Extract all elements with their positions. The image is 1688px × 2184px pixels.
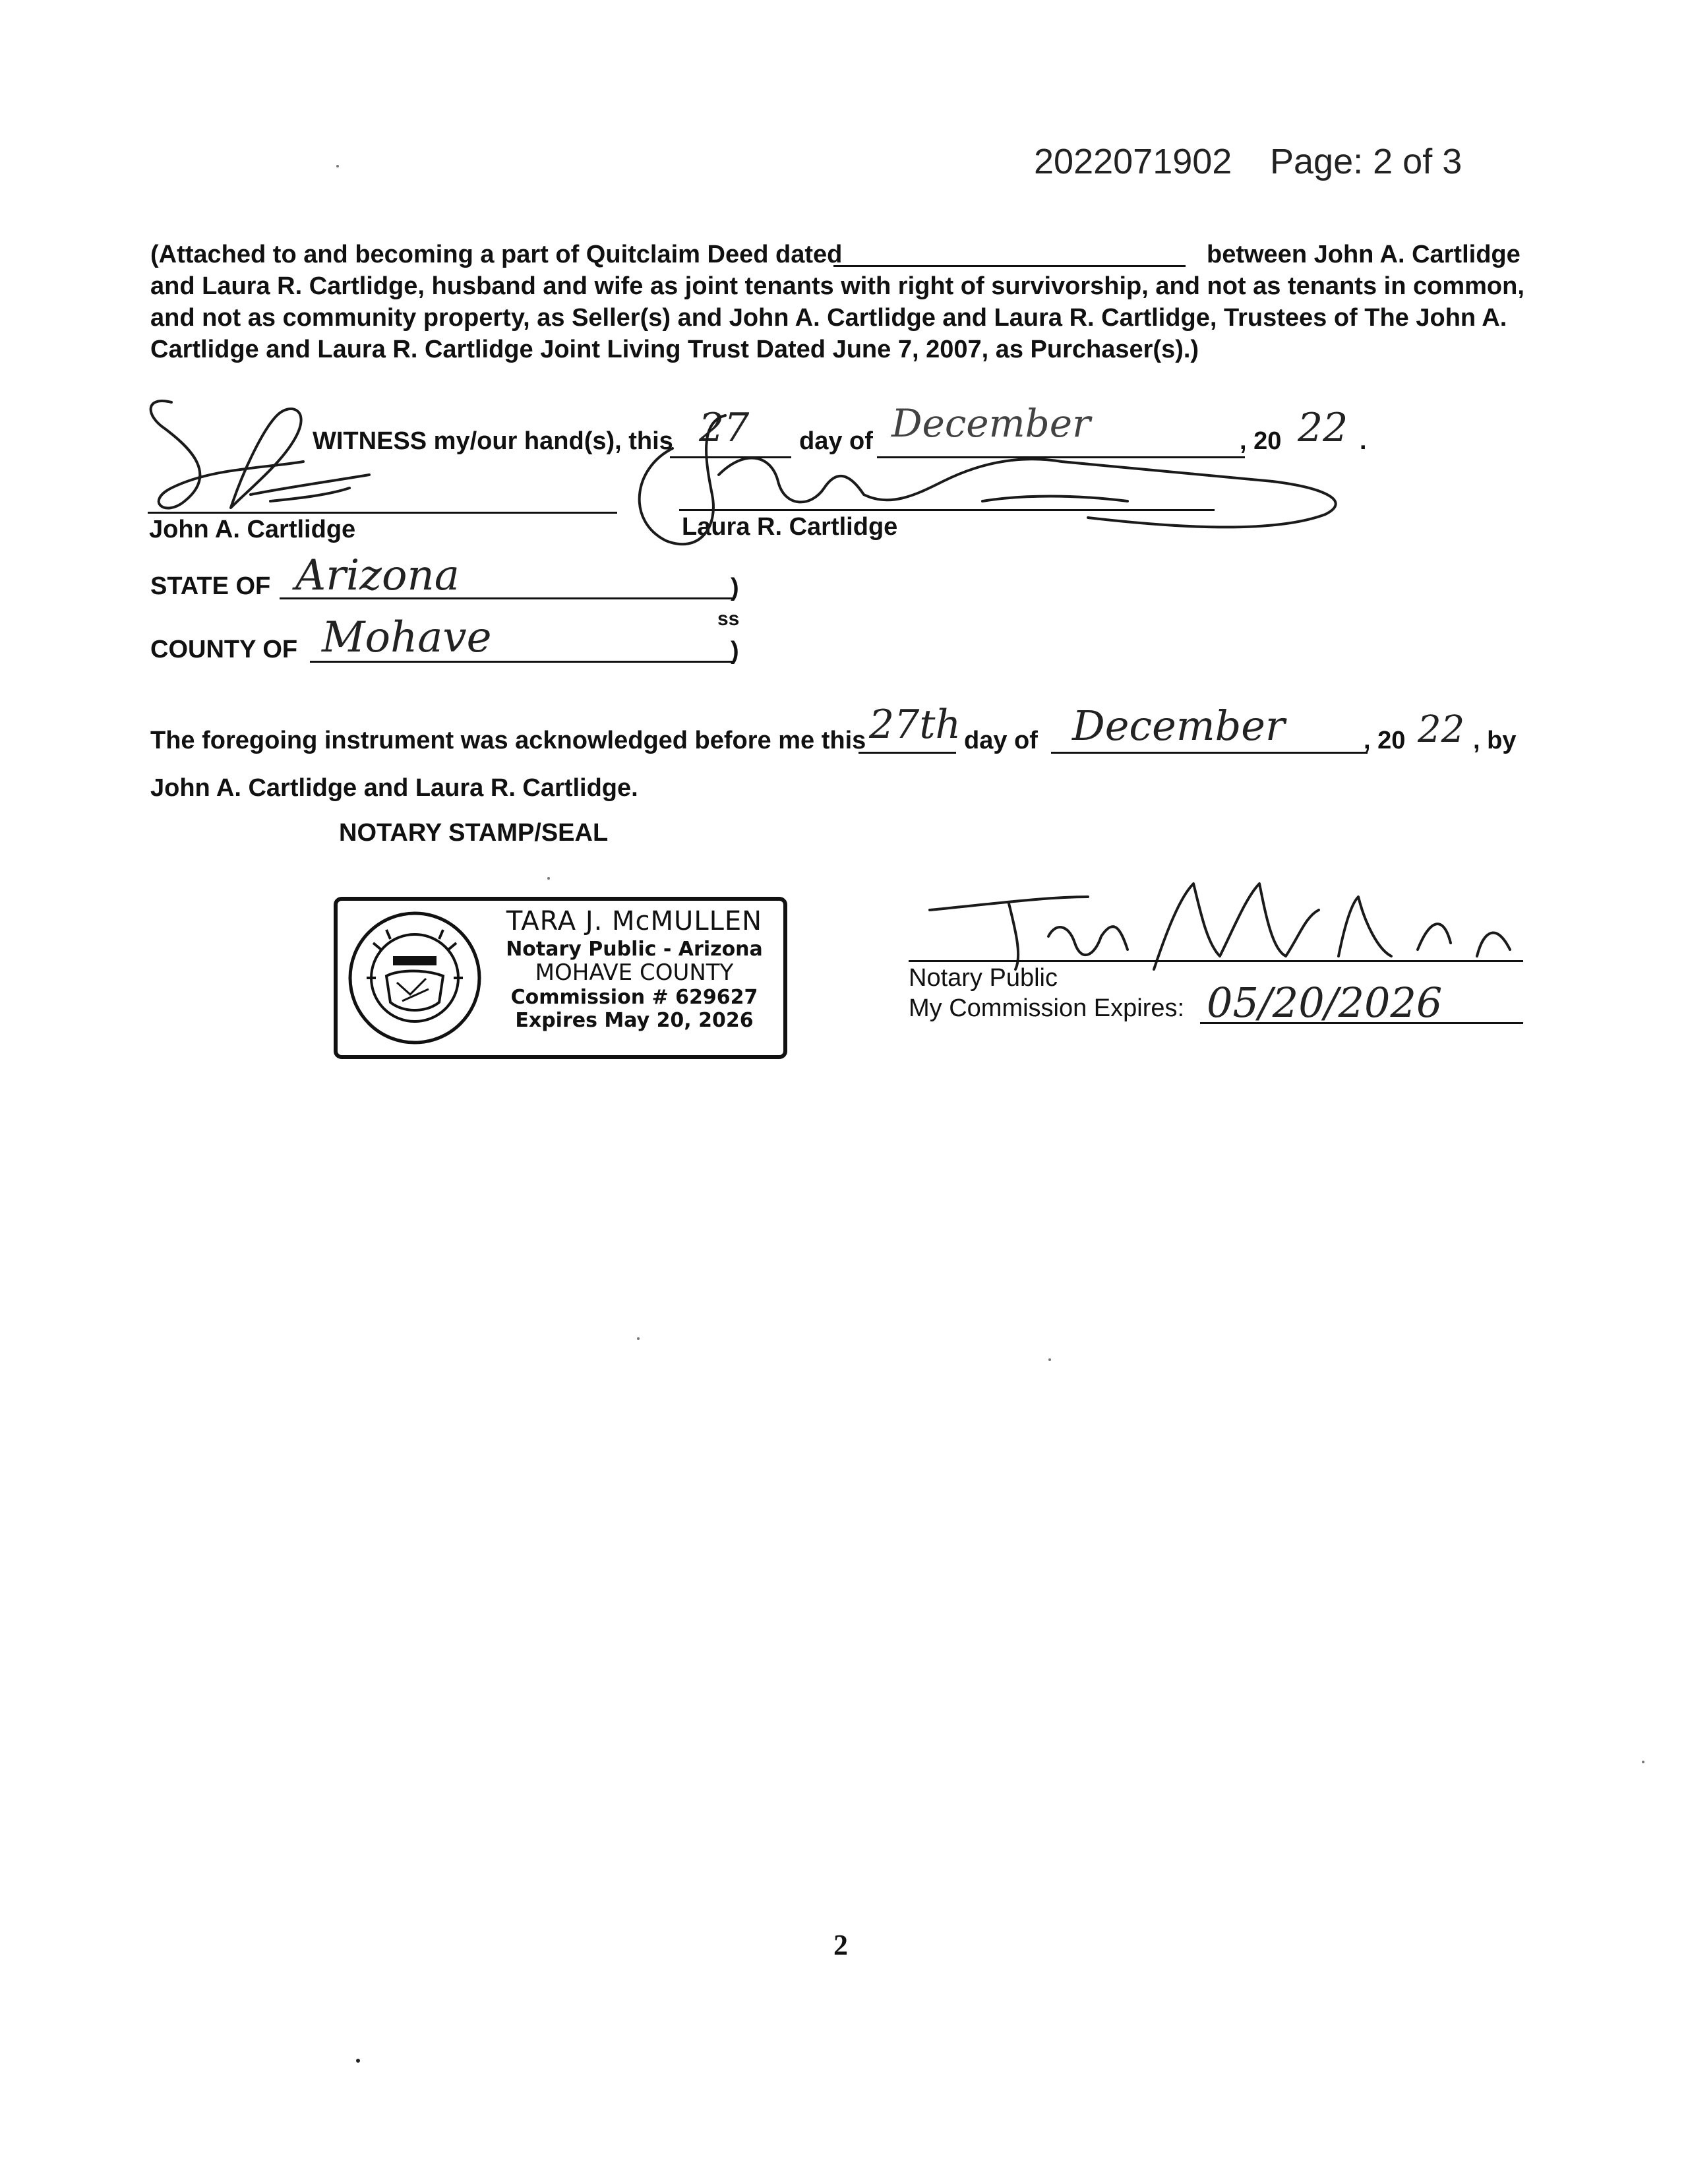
stamp-notary-name: TARA J. McMULLEN (506, 906, 763, 936)
witness-year-prefix: , 20 (1240, 427, 1282, 455)
state-label: STATE OF (150, 572, 271, 600)
attachment-line-1-start: (Attached to and becoming a part of Quitclaim Deed dated (150, 241, 843, 268)
state-paren: ) (731, 574, 739, 601)
witness-day-of: day of (799, 427, 873, 455)
stamp-text-block (489, 906, 779, 1032)
page-indicator: Page: 2 of 3 (1270, 142, 1462, 181)
ack-by: , by (1473, 727, 1517, 754)
county-handwritten: Mohave (322, 613, 492, 662)
page-number: 2 (833, 1929, 848, 1961)
scan-speck (356, 2059, 360, 2063)
ss-mark: ss (717, 608, 740, 630)
attachment-line-4: Cartlidge and Laura R. Cartlidge Joint Living Trust Dated June 7, 2007, as Purchaser(s).) (150, 336, 1199, 363)
witness-month-handwritten: December (891, 401, 1091, 446)
witness-day-handwritten: 27 (699, 405, 750, 451)
ack-year-prefix: , 20 (1364, 727, 1406, 754)
attachment-line-2: and Laura R. Cartlidge, husband and wife as joint tenants with right of survivorship, and not as tenants in common, (150, 272, 1524, 300)
notary-signature (917, 857, 1523, 976)
witness-text: WITNESS my/our hand(s), this (313, 427, 673, 455)
attachment-line-1-end: between John A. Cartlidge (1207, 241, 1521, 268)
laura-signature (613, 396, 1418, 554)
stamp-county: MOHAVE COUNTY (535, 959, 734, 986)
signer-john-name: John A. Cartlidge (149, 516, 356, 543)
ack-day-handwritten: 27th (869, 702, 961, 748)
ack-day-of: day of (964, 727, 1038, 754)
stamp-notary-title: Notary Public - Arizona (506, 938, 763, 961)
ack-names: John A. Cartlidge and Laura R. Cartlidge. (150, 774, 638, 802)
deed-date-blank (833, 265, 1186, 267)
arizona-seal-icon (347, 910, 483, 1046)
stamp-expires: Expires May 20, 2026 (515, 1009, 754, 1032)
state-handwritten: Arizona (295, 551, 460, 600)
scan-speck (1642, 1761, 1644, 1763)
notary-signature-line (909, 960, 1523, 962)
scan-speck (336, 165, 339, 167)
county-label: COUNTY OF (150, 636, 298, 663)
witness-period: . (1360, 427, 1367, 455)
scan-speck (547, 877, 550, 880)
ack-month-line (1051, 752, 1368, 754)
document-number: 2022071902 (1034, 142, 1232, 181)
ack-year-handwritten: 22 (1418, 708, 1465, 751)
scan-speck (1048, 1358, 1051, 1361)
commission-expires-handwritten: 05/20/2026 (1207, 979, 1443, 1027)
ack-month-handwritten: December (1072, 702, 1285, 750)
attachment-paragraph (150, 239, 1555, 365)
notary-public-label: Notary Public (909, 964, 1058, 992)
signer-laura-name: Laura R. Cartlidge (682, 513, 898, 541)
attachment-line-3: and not as community property, as Seller(s) and John A. Cartlidge and Laura R. Cartlidge, Trustees of The John A. (150, 304, 1507, 332)
county-paren: ) (731, 637, 739, 665)
notary-stamp-label: NOTARY STAMP/SEAL (339, 819, 609, 847)
acknowledgment-text: The foregoing instrument was acknowledged before me this (150, 727, 866, 754)
scan-speck (637, 1337, 640, 1340)
ack-day-line (859, 752, 956, 754)
commission-expires-label: My Commission Expires: (909, 994, 1185, 1022)
john-signature (132, 389, 435, 541)
witness-year-handwritten: 22 (1298, 405, 1348, 451)
stamp-commission: Commission # 629627 (510, 986, 758, 1009)
notary-stamp (334, 897, 787, 1059)
